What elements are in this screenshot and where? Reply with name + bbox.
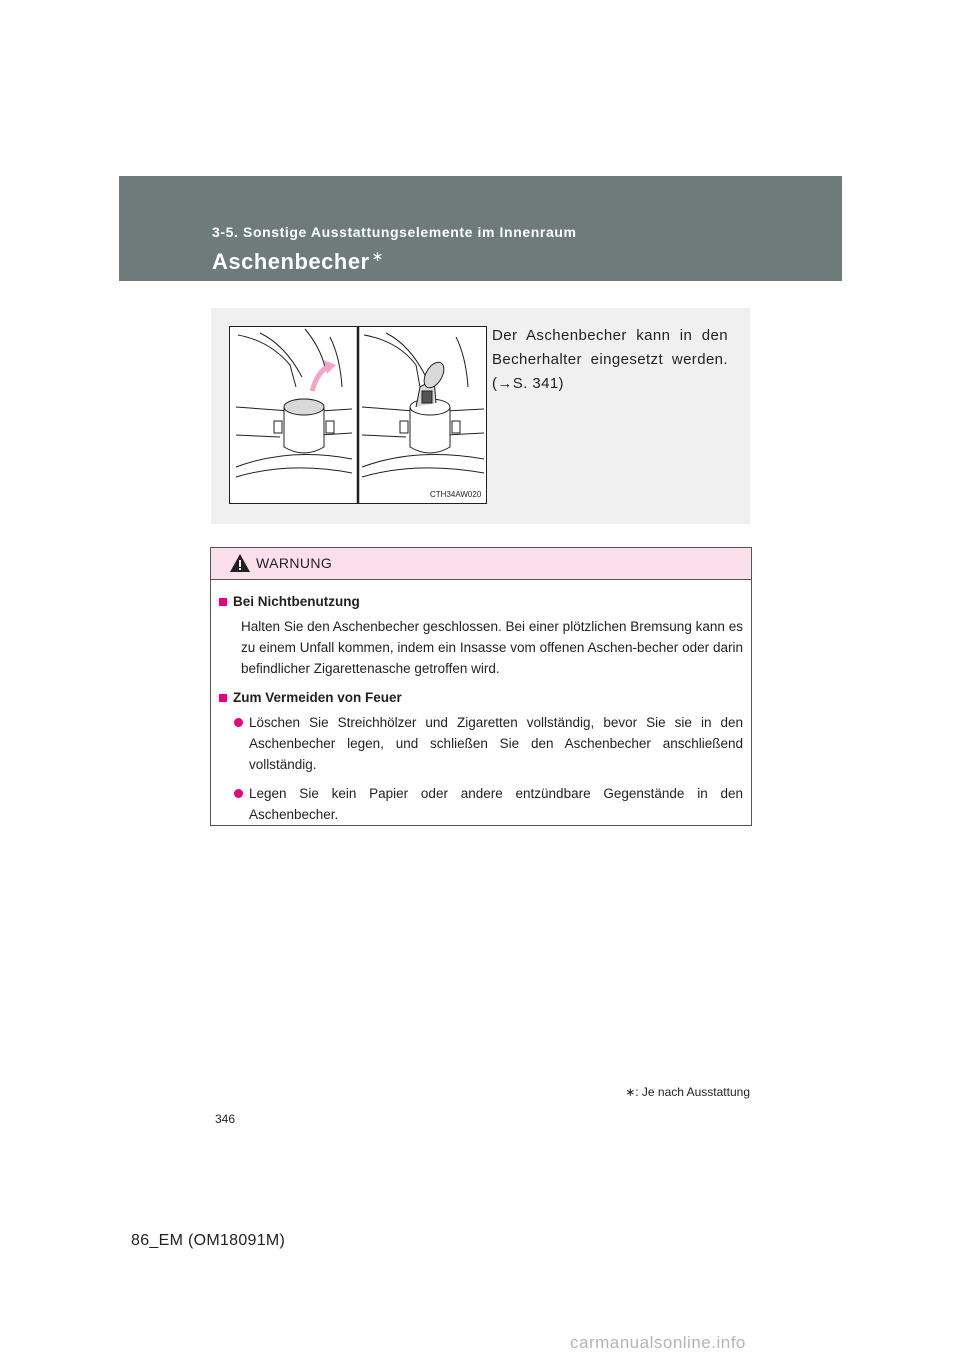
- page-number: 346: [215, 1112, 236, 1126]
- ashtray-illustration: [229, 326, 487, 504]
- round-bullet-icon: [234, 718, 243, 727]
- warning-heading-2-text: Zum Vermeiden von Feuer: [233, 690, 402, 705]
- optional-equipment-mark: ∗: [371, 248, 384, 264]
- warning-body: [211, 580, 751, 825]
- illustration-panel: [211, 308, 750, 524]
- warning-box: [210, 547, 752, 826]
- section-label: 3-5. Sonstige Ausstattungselemente im Innenraum: [212, 224, 577, 240]
- illustration-caption: Der Aschenbecher kann in den Becherhalter eingesetzt werden. (→S. 341): [492, 327, 728, 392]
- list-item: [219, 783, 743, 825]
- document-code: 86_EM (OM18091M): [131, 1232, 286, 1249]
- round-bullet-icon: [234, 789, 243, 798]
- section-header-band: [119, 176, 842, 281]
- list-item-text: Legen Sie kein Papier oder andere entzündbare Gegenstände in den Aschenbecher.: [249, 786, 743, 822]
- ashtray-drawing: [230, 327, 486, 503]
- page-title: [212, 248, 384, 275]
- warning-paragraph: Halten Sie den Aschenbecher geschlossen. Bei einer plötzlichen Bremsung kann es zu einem Unfall kommen, indem ein Insasse vom offenen Aschen-becher oder darin befindlicher Zigarettenasche getroffen wird.: [241, 619, 743, 676]
- watermark: carmanualsonline.info: [570, 1333, 746, 1352]
- warning-heading-1-text: Bei Nichtbenutzung: [233, 594, 360, 609]
- warning-title: WARNUNG: [256, 555, 333, 571]
- list-item: [219, 712, 743, 775]
- warning-triangle-icon: [229, 553, 251, 573]
- square-bullet-icon: [219, 694, 227, 702]
- list-item-text: Löschen Sie Streichhölzer und Zigaretten vollständig, bevor Sie sie in den Aschenbecher legen, und schließen Sie den Aschenbecher anschließend vollständig.: [249, 715, 743, 772]
- footnote: ∗: Je nach Ausstattung: [625, 1085, 750, 1099]
- warning-heading-1: [219, 591, 743, 612]
- warning-heading-2: [219, 687, 743, 708]
- illustration-code: CTH34AW020: [430, 490, 482, 499]
- square-bullet-icon: [219, 598, 227, 606]
- warning-header: [211, 548, 751, 580]
- page-title-text: Aschenbecher: [212, 249, 370, 274]
